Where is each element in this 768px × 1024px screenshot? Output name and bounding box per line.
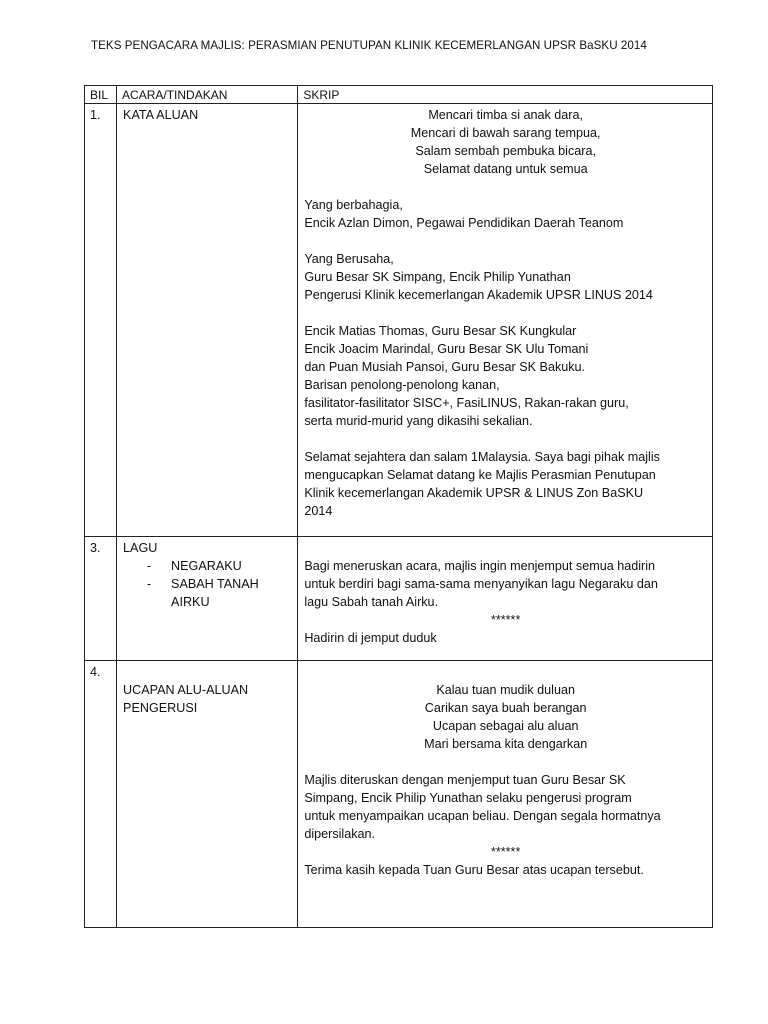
text-line: dipersilakan. [304, 827, 376, 841]
text-line: Selamat sejahtera dan salam 1Malaysia. Saya bagi pihak majlis [304, 450, 660, 464]
paragraph-gap [304, 430, 707, 448]
closing-line: Terima kasih kepada Tuan Guru Besar atas ucapan tersebut. [304, 863, 644, 877]
skrip-text [298, 104, 712, 520]
list-item [147, 593, 292, 611]
text-line: Klinik kecemerlangan Akademik UPSR & LINUS Zon BaSKU [304, 486, 644, 500]
text-line: Bagi meneruskan acara, majlis ingin menjemput semua hadirin [304, 559, 656, 573]
pantun-line: Ucapan sebagai alu aluan [432, 719, 579, 733]
list-item [147, 557, 292, 575]
cell-acara [117, 537, 298, 661]
script-table [84, 85, 713, 928]
text-line: serta murid-murid yang dikasihi sekalian. [304, 414, 533, 428]
cell-acara [117, 104, 298, 537]
acara-label: UCAPAN ALU-ALUAN [123, 683, 249, 697]
skrip-text [298, 537, 712, 647]
paragraph [304, 322, 707, 430]
pantun-line: Kalau tuan mudik duluan [436, 683, 575, 697]
acara-label: LAGU [123, 541, 158, 555]
list-item [147, 575, 292, 593]
cell-acara [117, 661, 298, 928]
paragraph [304, 250, 707, 304]
text-line: mengucapkan Selamat datang ke Majlis Perasmian Penutupan [304, 468, 656, 482]
cell-bil [85, 104, 117, 537]
paragraph [304, 771, 707, 843]
song-list [123, 557, 292, 611]
text-line: dan Puan Musiah Pansoi, Guru Besar SK Bakuku. [304, 360, 586, 374]
paragraph-gap [304, 753, 707, 771]
paragraph [304, 448, 707, 520]
paragraph [304, 196, 707, 232]
pantun-line: Carikan saya buah berangan [424, 701, 587, 715]
list-dash: - [147, 577, 152, 591]
header-acara-label: ACARA/TINDAKAN [122, 88, 228, 102]
song-label: NEGARAKU [171, 559, 242, 573]
song-label: SABAH TANAH [171, 577, 259, 591]
separator: ****** [490, 845, 521, 859]
table-row [85, 104, 713, 537]
acara-label: PENGERUSI [123, 701, 198, 715]
table-row [85, 661, 713, 928]
paragraph-gap [304, 539, 707, 557]
paragraph-gap [123, 663, 292, 681]
list-dash: - [147, 559, 152, 573]
paragraph-gap [304, 178, 707, 196]
acara-block [117, 537, 297, 611]
row-number: 3. [90, 541, 101, 555]
text-line: Barisan penolong-penolong kanan, [304, 378, 500, 392]
pantun-line: Mencari timba si anak dara, [428, 108, 584, 122]
separator: ****** [490, 613, 521, 627]
table-row [85, 537, 713, 661]
cell-skrip [298, 661, 713, 928]
acara-label: KATA ALUAN [123, 108, 199, 122]
pantun-line: Salam sembah pembuka bicara, [415, 144, 596, 158]
text-line: Yang berbahagia, [304, 198, 403, 212]
text-line: Pengerusi Klinik kecemerlangan Akademik UPSR LINUS 2014 [304, 288, 653, 302]
text-line: untuk menyampaikan ucapan beliau. Dengan segala hormatnya [304, 809, 661, 823]
document-title: TEKS PENGACARA MAJLIS: PERASMIAN PENUTUPAN KLINIK KECEMERLANGAN UPSR BaSKU 2014 [91, 39, 647, 52]
paragraph-gap [304, 304, 707, 322]
paragraph-gap [304, 663, 707, 681]
header-skrip [298, 86, 713, 104]
text-line: untuk berdiri bagi sama-sama menyanyikan lagu Negaraku dan [304, 577, 658, 591]
header-bil-label: BIL [90, 88, 109, 102]
acara-block [117, 661, 297, 717]
pantun-verse [304, 681, 707, 753]
text-line: Majlis diteruskan dengan menjemput tuan Guru Besar SK [304, 773, 626, 787]
closing-line: Hadirin di jemput duduk [304, 631, 437, 645]
header-skrip-label: SKRIP [303, 88, 340, 102]
header-acara [117, 86, 298, 104]
text-line: Simpang, Encik Philip Yunathan selaku pengerusi program [304, 791, 632, 805]
text-line: Guru Besar SK Simpang, Encik Philip Yunathan [304, 270, 571, 284]
cell-bil [85, 661, 117, 928]
text-line: lagu Sabah tanah Airku. [304, 595, 439, 609]
text-line: Encik Matias Thomas, Guru Besar SK Kungkular [304, 324, 577, 338]
text-line: Yang Berusaha, [304, 252, 394, 266]
song-label: AIRKU [171, 595, 210, 609]
header-bil [85, 86, 117, 104]
list-dash [147, 593, 171, 611]
paragraph-gap [304, 232, 707, 250]
pantun-line: Mencari di bawah sarang tempua, [410, 126, 601, 140]
paragraph [304, 557, 707, 611]
pantun-line: Mari bersama kita dengarkan [424, 737, 588, 751]
cell-skrip [298, 537, 713, 661]
cell-skrip [298, 104, 713, 537]
pantun-verse [304, 106, 707, 178]
skrip-text [298, 661, 712, 879]
cell-bil [85, 537, 117, 661]
text-line: 2014 [304, 504, 333, 518]
row-number: 4. [90, 665, 101, 679]
table-header-row [85, 86, 713, 104]
pantun-line: Selamat datang untuk semua [423, 162, 588, 176]
text-line: Encik Azlan Dimon, Pegawai Pendidikan Daerah Teanom [304, 216, 624, 230]
text-line: fasilitator-fasilitator SISC+, FasiLINUS, Rakan-rakan guru, [304, 396, 629, 410]
row-number: 1. [90, 108, 101, 122]
text-line: Encik Joacim Marindal, Guru Besar SK Ulu Tomani [304, 342, 589, 356]
